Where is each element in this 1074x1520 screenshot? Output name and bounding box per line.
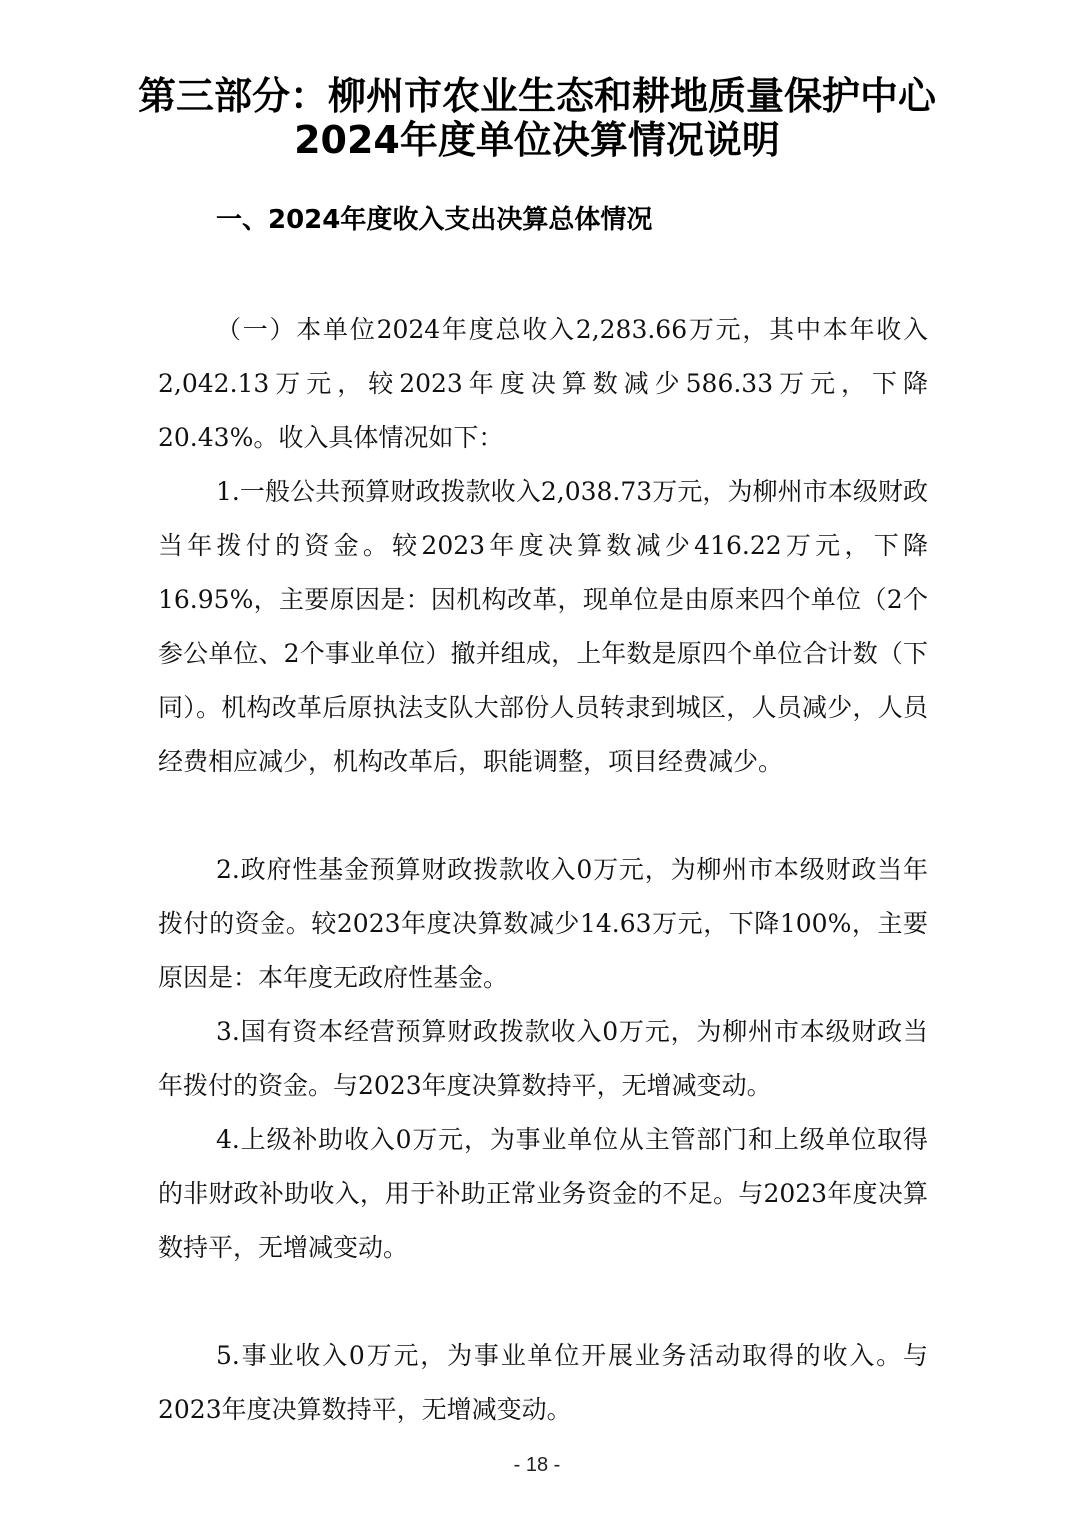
paragraph-superior-subsidy: 4.上级补助收入0万元，为事业单位从主管部门和上级单位取得的非财政补助收入，用于补助正常业务资金的不足。与2023年度决算数持平，无增减变动。: [158, 1125, 928, 1262]
paragraph-total-income: （一）本单位2024年度总收入2,283.66万元，其中本年收入2,042.13万元，较2023年度决算数减少586.33万元，下降20.43%。收入具体情况如下：: [158, 315, 928, 452]
section-heading: 一、2024年度收入支出决算总体情况: [216, 205, 653, 235]
paragraph-general-budget: 1.一般公共预算财政拨款收入2,038.73万元，为柳州市本级财政当年拨付的资金。较2023年度决算数减少416.22万元，下降16.95%，主要原因是：因机构改革，现单位是由原来四个单位（2个参公单位、2个事业单位）撤并组成，上年数是原四个单位合计数（下同）。机构改革后原执法支队大部份人员转隶到城区，人员减少，人员经费相应减少，机构改革后，职能调整，项目经费减少。: [158, 477, 928, 776]
page-number: - 18 -: [513, 1454, 561, 1476]
paragraph-business-income: 5.事业收入0万元，为事业单位开展业务活动取得的收入。与2023年度决算数持平，无增减变动。: [158, 1341, 928, 1424]
paragraph-state-capital: 3.国有资本经营预算财政拨款收入0万元，为柳州市本级财政当年拨付的资金。与2023年度决算数持平，无增减变动。: [158, 1017, 928, 1100]
page-title: 第三部分：柳州市农业生态和耕地质量保护中心2024年度单位决算情况说明: [137, 74, 936, 162]
paragraph-government-fund: 2.政府性基金预算财政拨款收入0万元，为柳州市本级财政当年拨付的资金。较2023年度决算数减少14.63万元，下降100%，主要原因是：本年度无政府性基金。: [158, 855, 928, 992]
